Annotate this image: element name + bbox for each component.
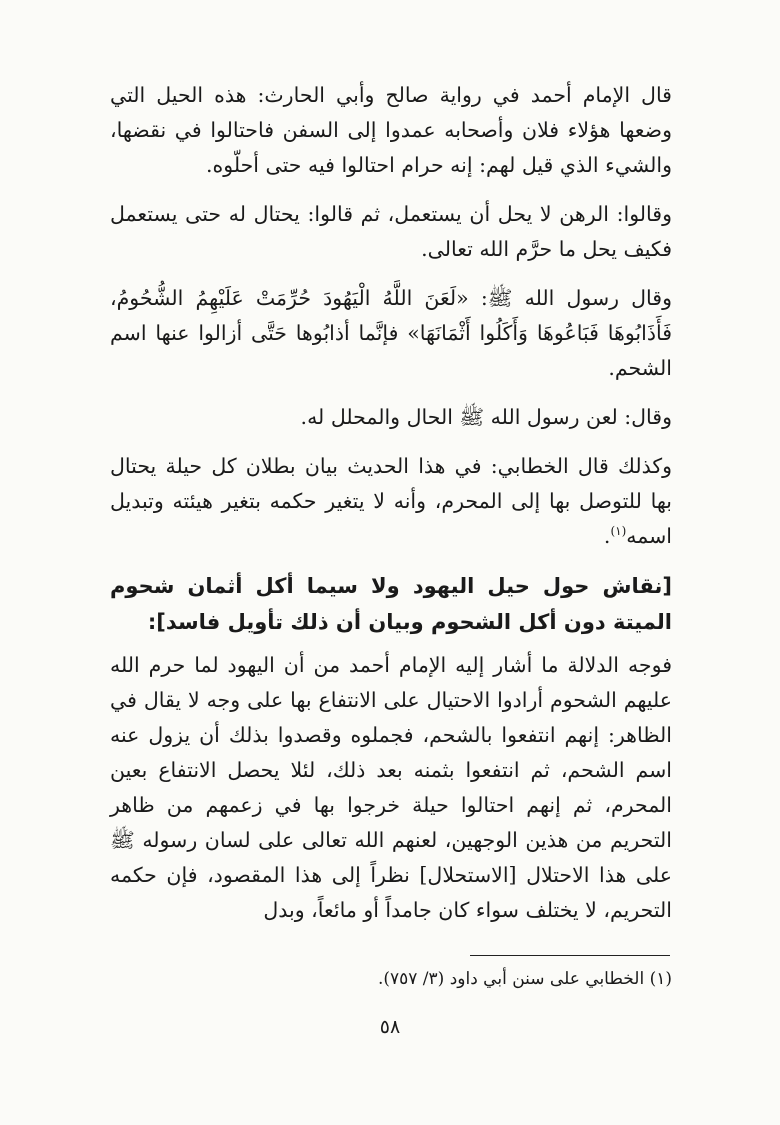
paragraph-5-text: وكذلك قال الخطابي: في هذا الحديث بيان بطلان كل حيلة يحتال بها للتوصل بها إلى المحرم، وأنه لا يتغير حكمه بتغير هيئته وتبديل اسمه [110, 454, 672, 548]
footnote: (١) الخطابي على سنن أبي داود (٣/ ٧٥٧). [377, 969, 672, 989]
paragraph-5 [110, 449, 672, 554]
paragraph-4: وقال: لعن رسول الله ﷺ الحال والمحلل له. [300, 405, 672, 429]
paragraph-1: قال الإمام أحمد في رواية صالح وأبي الحارث: هذه الحيل التي وضعها هؤلاء فلان وأصحابه عمدوا إلى السفن فاحتالوا في نقضها، والشيء الذي قيل لهم: إنه حرام احتالوا فيه حتى أحلّوه. [110, 83, 672, 177]
page-number: ٥٨ [379, 1016, 401, 1038]
body-text [110, 78, 672, 942]
section-heading: [نقاش حول حيل اليهود ولا سيما أكل أثمان شحوم الميتة دون أكل الشحوم وبيان أن ذلك تأويل فاسد]: [110, 574, 672, 634]
paragraph-6: فوجه الدلالة ما أشار إليه الإمام أحمد من أن اليهود لما حرم الله عليهم الشحوم أرادوا الاحتيال على الانتفاع بها على وجه لا يقال في الظاهر: إنهم انتفعوا بالشحم، فجملوه وقصدوا بذلك أن يزول عنه اسم الشحم، ثم انتفعوا بثمنه بعد ذلك، لئلا يحصل الانتفاع بعين المحرم، ثم إنهم احتالوا حيلة خرجوا بها في زعمهم من ظاهر التحريم من هذين الوجهين، لعنهم الله تعالى على لسان رسوله ﷺ على هذا الاحتلال [الاستحلال] نظراً إلى هذا المقصود، فإن حكمه التحريم، لا يختلف سواء كان جامداً أو مائعاً، وبدل [110, 653, 672, 922]
paragraph-2: وقالوا: الرهن لا يحل أن يستعمل، ثم قالوا: يحتال له حتى يستعمل فكيف يحل ما حرَّم الله تعالى. [110, 202, 672, 261]
footnote-divider [470, 955, 670, 956]
footnote-reference: (١) [610, 524, 627, 539]
paragraph-5-end: . [603, 524, 611, 548]
paragraph-3: وقال رسول الله ﷺ: «لَعَنَ اللَّهُ الْيَهُودَ حُرِّمَتْ عَلَيْهِمُ الشُّحُومُ، فَأَذَابُوهَا فَبَاعُوهَا وَأَكَلُوا أَثْمَانَهَا» فإنَّما أذابُوها حَتَّى أزالوا عنها اسم الشحم. [110, 286, 672, 380]
